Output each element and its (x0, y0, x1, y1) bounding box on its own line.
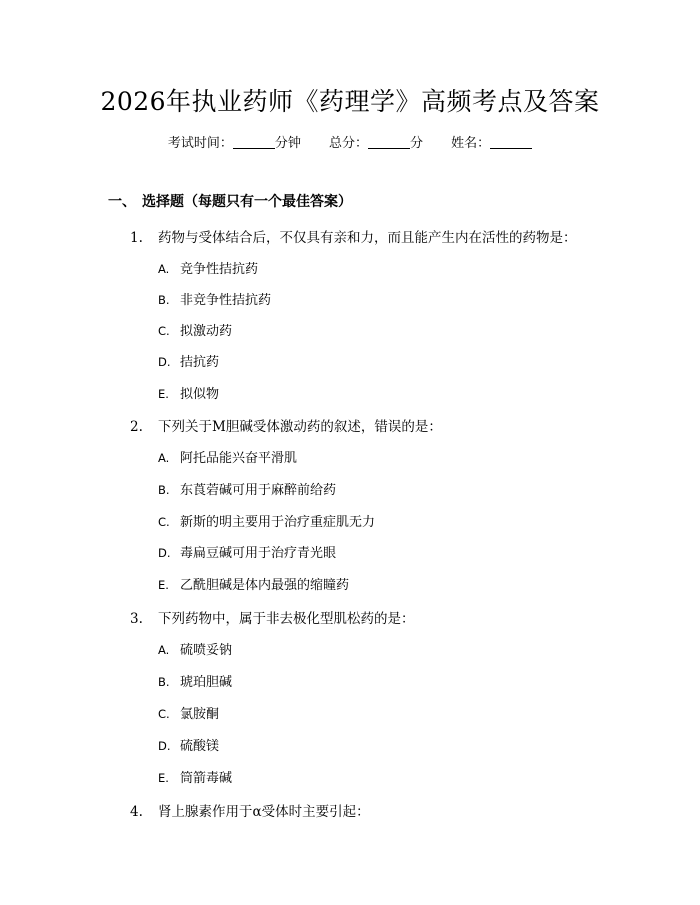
option-item (158, 511, 375, 530)
question-3 (130, 607, 415, 627)
option-text: 东莨菪碱可用于麻醉前给药 (180, 483, 337, 498)
exam-info-line (0, 132, 700, 151)
option-text: 拮抗药 (180, 355, 220, 370)
option-text: 拟激动药 (180, 324, 233, 339)
option-text: 氯胺酮 (180, 707, 220, 722)
exam-time-label: 考试时间： (167, 136, 233, 151)
option-item (158, 671, 232, 690)
option-letter: D. (158, 546, 171, 560)
option-item (158, 767, 232, 786)
option-text: 硫酸镁 (180, 739, 220, 754)
question-2 (130, 415, 442, 435)
question-4 (130, 800, 370, 820)
option-item (158, 703, 219, 722)
option-text: 阿托品能兴奋平滑肌 (180, 451, 298, 466)
total-score-field (329, 132, 423, 151)
option-letter: D. (158, 739, 171, 753)
option-letter: E. (158, 578, 169, 592)
total-score-label: 总分： (328, 136, 368, 151)
option-item (158, 258, 258, 277)
option-letter: A. (158, 451, 170, 465)
name-blank (490, 136, 532, 149)
option-text: 毒扁豆碱可用于治疗青光眼 (180, 546, 337, 561)
document-title: 2026年执业药师《药理学》高频考点及答案 (100, 87, 600, 116)
option-letter: B. (158, 675, 170, 689)
option-text: 拟似物 (180, 387, 220, 402)
option-item (158, 447, 297, 466)
option-letter: C. (158, 324, 170, 338)
option-letter: B. (158, 483, 170, 497)
option-text: 乙酰胆碱是体内最强的缩瞳药 (180, 578, 350, 593)
option-text: 竞争性拮抗药 (180, 262, 259, 277)
section-heading (108, 191, 352, 211)
exam-time-field (168, 132, 301, 151)
option-item (158, 639, 232, 658)
option-letter: E. (158, 771, 169, 785)
exam-time-unit: 分钟 (274, 136, 301, 151)
option-item (158, 574, 349, 593)
exam-time-blank (233, 136, 275, 149)
question-number: 4. (130, 804, 143, 820)
option-letter: A. (158, 643, 170, 657)
option-letter: E. (158, 387, 169, 401)
name-field (451, 132, 532, 151)
option-item (158, 383, 219, 402)
section-title: 选择题（每题只有一个最佳答案） (142, 194, 352, 210)
name-label: 姓名： (451, 136, 491, 151)
question-number: 1. (130, 230, 143, 246)
option-text: 硫喷妥钠 (180, 643, 233, 658)
question-text: 下列关于M胆碱受体激动药的叙述，错误的是： (158, 419, 442, 435)
option-text: 新斯的明主要用于治疗重症肌无力 (180, 515, 376, 530)
question-text: 药物与受体结合后，不仅具有亲和力，而且能产生内在活性的药物是： (158, 230, 577, 246)
option-item (158, 289, 271, 308)
option-text: 琥珀胆碱 (180, 675, 233, 690)
option-letter: D. (158, 355, 171, 369)
option-item (158, 542, 336, 561)
option-item (158, 735, 219, 754)
option-letter: B. (158, 293, 170, 307)
section-number: 一、 (108, 194, 136, 210)
option-text: 筒箭毒碱 (180, 771, 233, 786)
option-item (158, 320, 232, 339)
total-score-blank (368, 136, 410, 149)
question-text: 肾上腺素作用于α受体时主要引起： (158, 804, 370, 820)
question-1 (130, 226, 577, 246)
option-item (158, 351, 219, 370)
option-item (158, 479, 336, 498)
question-text: 下列药物中，属于非去极化型肌松药的是： (158, 611, 415, 627)
option-letter: C. (158, 707, 170, 721)
option-text: 非竞争性拮抗药 (180, 293, 272, 308)
question-number: 3. (130, 611, 143, 627)
question-number: 2. (130, 419, 143, 435)
total-score-unit: 分 (410, 136, 424, 151)
option-letter: A. (158, 262, 170, 276)
option-letter: C. (158, 515, 170, 529)
